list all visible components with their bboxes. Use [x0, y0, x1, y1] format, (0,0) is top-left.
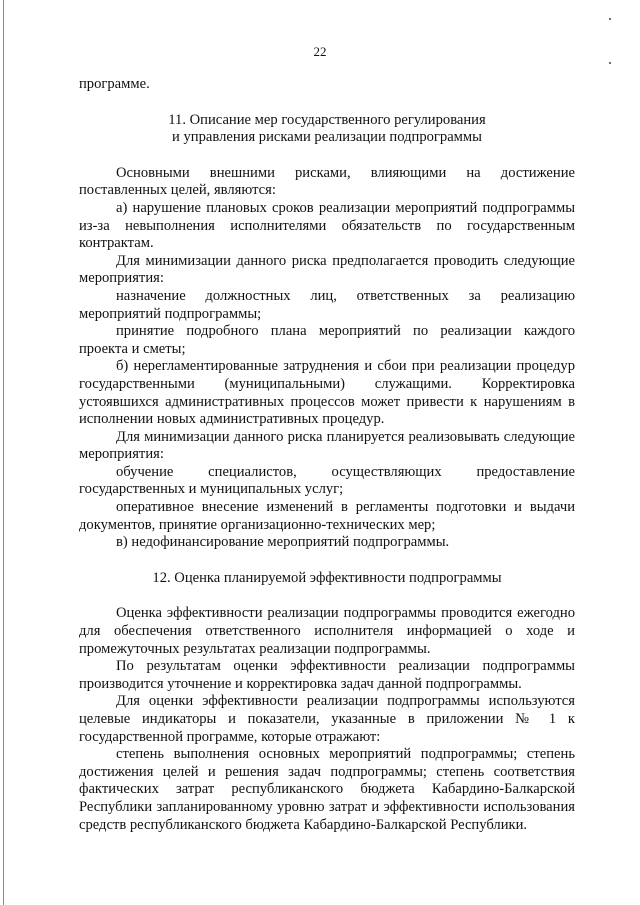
section-11-paragraph: в) недофинансирование мероприятий подпрограммы.: [116, 534, 450, 551]
section-11-paragraph: назначение должностных лиц, ответственных за реализацию мероприятий подпрограммы;: [79, 287, 575, 322]
section-11-paragraph: б) нерегламентированные затруднения и сбои при реализации процедур государственными (муниципальными) служащими. Корректировка устоявшихся административных процессов может привести к нарушениям в исполнении новых административных процедур.: [79, 358, 575, 428]
section-11-heading-line1: 11. Описание мер государственного регулирования: [168, 111, 486, 128]
section-11-paragraph: оперативное внесение изменений в регламенты подготовки и выдачи документов, принятие организационно-технических мер;: [79, 499, 575, 533]
section-11-paragraph: Для минимизации данного риска предполагается проводить следующие мероприятия:: [79, 252, 575, 287]
section-11-paragraph: а) нарушение плановых сроков реализации мероприятий подпрограммы из-за невыполнения исполнителями обязательств по государственным контрактам.: [79, 199, 575, 252]
section-12-paragraph: степень выполнения основных мероприятий подпрограммы; степень достижения целей и решения задач подпрограммы; степень соответствия фактических затрат республиканского бюджета Кабардино-Балкарской Республики запланированному уровню затрат и эффективности использования средств республиканского бюджета Кабардино-Балкарской Республики.: [79, 746, 575, 833]
section-12-paragraph: По результатам оценки эффективности реализации подпрограммы производится уточнение и корректировка задач данной подпрограммы.: [79, 658, 575, 692]
scan-speck: [609, 62, 611, 64]
section-12-heading: 12. Оценка планируемой эффективности подпрограммы: [152, 569, 502, 586]
page-number: 22: [313, 44, 327, 59]
section-11-heading-line2: и управления рисками реализации подпрограммы: [172, 129, 482, 146]
section-11-paragraph: Для минимизации данного риска планируется реализовывать следующие мероприятия:: [79, 428, 575, 463]
section-12-paragraph: Оценка эффективности реализации подпрограммы проводится ежегодно для обеспечения ответственного исполнителя информацией о ходе и промежуточных результатах реализации подпрограммы.: [79, 605, 575, 657]
intro-text: программе.: [79, 76, 150, 92]
section-12-paragraph: Для оценки эффективности реализации подпрограммы используются целевые индикаторы и показатели, указанные в приложении № 1 к государственной программе, которые отражают:: [79, 693, 575, 745]
scan-left-edge: [3, 0, 4, 905]
scan-speck: [609, 18, 611, 20]
section-11-paragraph: обучение специалистов, осуществляющих предоставление государственных и муниципальных услуг;: [79, 463, 575, 498]
document-body: [79, 76, 575, 834]
section-11-paragraph: Основными внешними рисками, влияющими на достижение поставленных целей, являются:: [79, 164, 575, 199]
section-11-paragraph: принятие подробного плана мероприятий по реализации каждого проекта и сметы;: [79, 323, 575, 357]
